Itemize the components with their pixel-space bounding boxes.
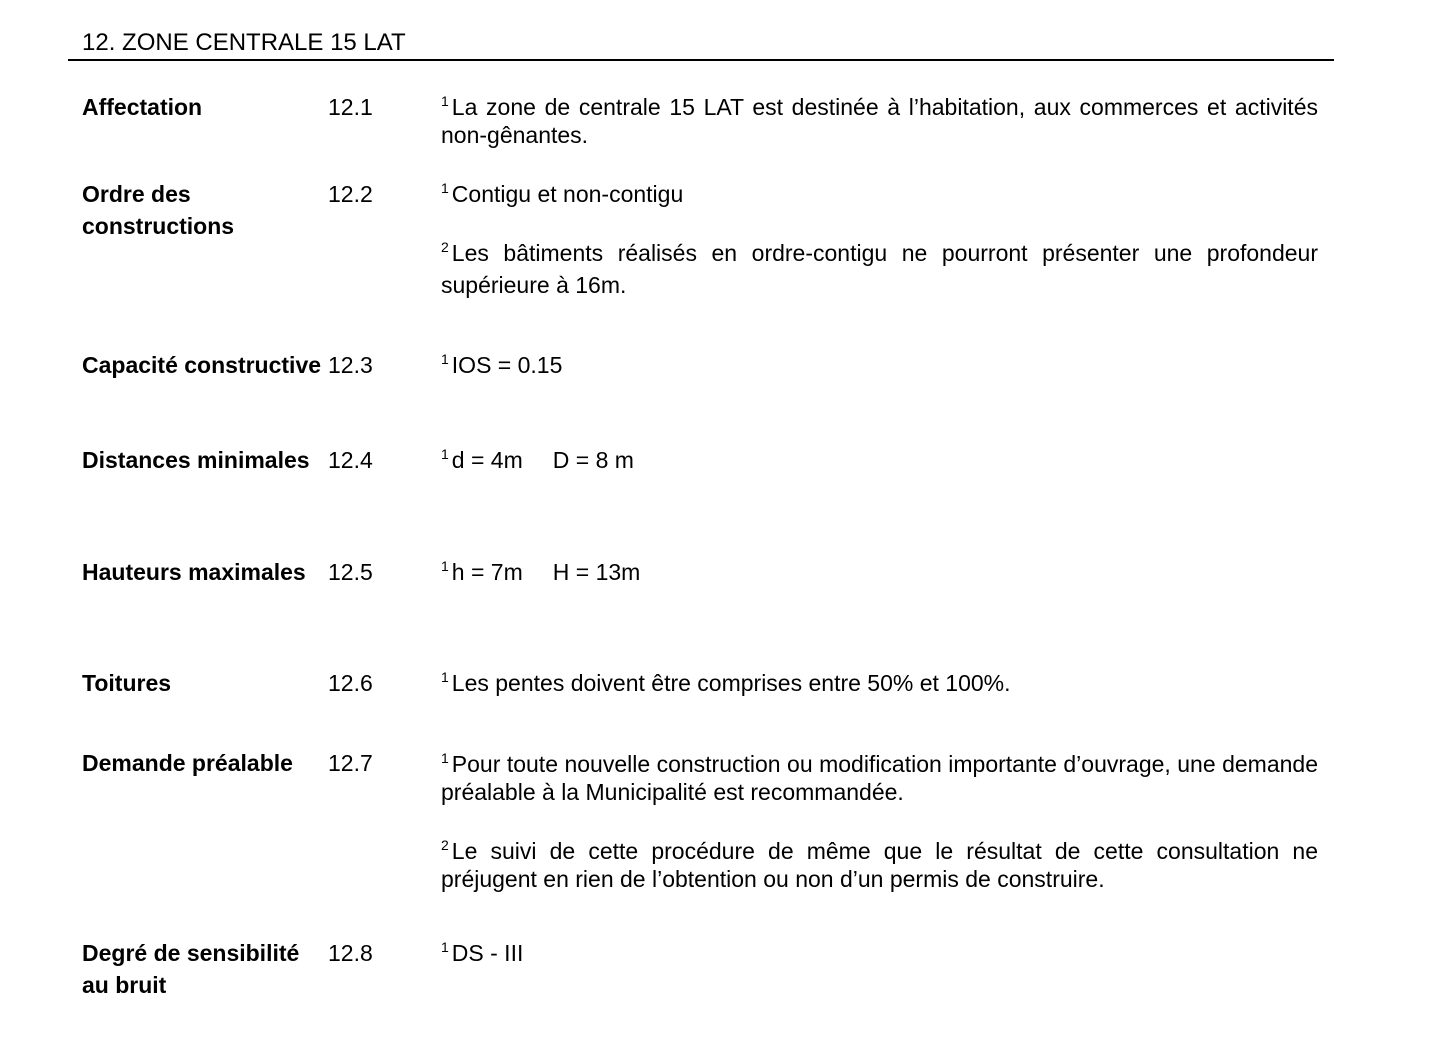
paragraph — [441, 750, 1318, 806]
paragraph-text-secondary: D = 8 m — [552, 447, 634, 473]
paragraph — [441, 237, 1318, 301]
article-label: Toitures — [82, 670, 172, 696]
article-body — [441, 556, 1318, 588]
paragraph-number: 1 — [441, 93, 449, 109]
article-label: Demande préalable — [82, 750, 293, 776]
paragraph — [441, 93, 1318, 149]
paragraph-number: 1 — [441, 669, 449, 685]
paragraph-number: 1 — [441, 939, 449, 955]
paragraph — [441, 444, 1318, 476]
article-number: 12.1 — [328, 94, 373, 120]
article-number: 12.6 — [328, 670, 373, 696]
paragraph-text: IOS = 0.15 — [451, 352, 563, 378]
paragraph — [441, 667, 1318, 699]
paragraph-number: 2 — [441, 837, 449, 853]
article-number: 12.8 — [328, 940, 373, 966]
paragraph-text: DS - III — [451, 940, 524, 966]
article-body — [441, 178, 1318, 301]
paragraph-number: 1 — [441, 750, 449, 766]
article-number: 12.2 — [328, 181, 373, 207]
paragraph-text: h = 7m — [451, 559, 523, 585]
article-body — [441, 750, 1318, 893]
paragraph-number: 1 — [441, 446, 449, 462]
article-label: Distances minimales — [82, 447, 310, 473]
paragraph — [441, 556, 1318, 588]
article-body — [441, 667, 1318, 699]
article-label: Capacité constructive — [82, 352, 322, 378]
paragraph-text: Les pentes doivent être comprises entre 50% et 100%. — [451, 670, 1011, 696]
title-rule — [68, 59, 1334, 61]
paragraph-number: 2 — [441, 239, 449, 255]
paragraph — [441, 937, 1318, 969]
page-title: 12. ZONE CENTRALE 15 LAT — [82, 29, 406, 56]
article-number: 12.4 — [328, 447, 373, 473]
paragraph-text: Pour toute nouvelle construction ou modification importante d’ouvrage, une demande préalable à la Municipalité est recommandée. — [441, 751, 1318, 805]
article-number: 12.7 — [328, 750, 373, 776]
article-label: Affectation — [82, 94, 203, 120]
paragraph — [441, 178, 1318, 210]
article-number: 12.5 — [328, 559, 373, 585]
paragraph-text: La zone de centrale 15 LAT est destinée à l’habitation, aux commerces et activités non-gênantes. — [441, 94, 1318, 148]
article-body — [441, 937, 1318, 969]
paragraph-number: 1 — [441, 351, 449, 367]
paragraph-text: d = 4m — [451, 447, 523, 473]
article-body — [441, 349, 1318, 381]
paragraph-text: Les bâtiments réalisés en ordre-contigu ne pourront présenter une profondeur supérieure à 16m. — [441, 240, 1318, 298]
paragraph — [441, 349, 1318, 381]
article-label: Ordre des constructions — [82, 181, 235, 239]
paragraph-text: Contigu et non-contigu — [451, 181, 684, 207]
paragraph — [441, 837, 1318, 893]
article-body — [441, 93, 1318, 149]
article-body — [441, 444, 1318, 476]
article-label: Hauteurs maximales — [82, 559, 306, 585]
article-label: Degré de sensibilité au bruit — [82, 940, 300, 998]
paragraph-number: 1 — [441, 558, 449, 574]
paragraph-number: 1 — [441, 180, 449, 196]
article-number: 12.3 — [328, 352, 373, 378]
paragraph-text: Le suivi de cette procédure de même que le résultat de cette consultation ne préjugent en rien de l’obtention ou non d’un permis de construire. — [441, 838, 1318, 892]
paragraph-text-secondary: H = 13m — [552, 559, 641, 585]
